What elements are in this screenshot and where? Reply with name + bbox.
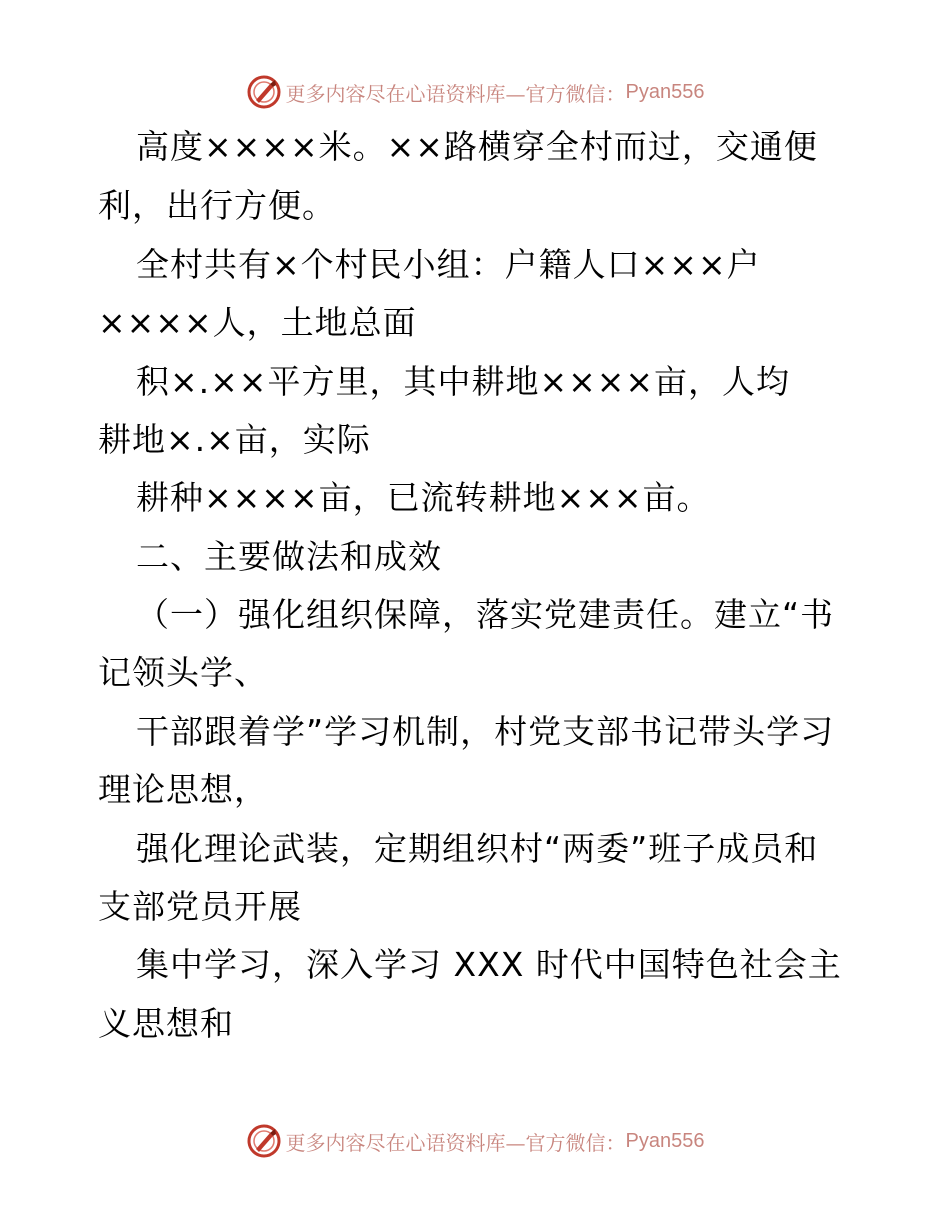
section-heading: 二、主要做法和成效 (136, 537, 442, 576)
watermark-account: Pyan556 (625, 80, 705, 103)
watermark-text: 更多内容尽在心语资料库—官方微信： (285, 81, 626, 106)
footer-watermark (0, 1119, 950, 1163)
body-line: 义思想和 (98, 1004, 234, 1043)
body-line: ××××人，土地总面 (98, 303, 417, 342)
body-line: 耕地×.×亩，实际 (98, 420, 371, 459)
body-line: 强化理论武装，定期组织村“两委”班子成员和 (136, 829, 819, 868)
body-line: 高度××××米。××路横穿全村而过，交通便 (136, 127, 818, 166)
body-line: 支部党员开展 (98, 887, 302, 926)
pen-nib-seal-icon (246, 1123, 282, 1159)
body-line: 干部跟着学”学习机制，村党支部书记带头学习 (136, 712, 835, 751)
body-line: 集中学习，深入学习 XXX 时代中国特色社会主 (136, 945, 842, 984)
body-line: 记领头学、 (98, 653, 268, 692)
body-line: 耕种××××亩，已流转耕地×××亩。 (136, 478, 711, 517)
body-line: （一）强化组织保障，落实党建责任。建立“书 (136, 595, 835, 634)
watermark-account: Pyan556 (625, 1129, 705, 1152)
body-line: 利，出行方便。 (98, 186, 336, 225)
body-line: 理论思想， (98, 770, 268, 809)
watermark-text: 更多内容尽在心语资料库—官方微信： (285, 1130, 626, 1155)
body-line: 积×.××平方里，其中耕地××××亩，人均 (136, 362, 791, 401)
body-line: 全村共有×个村民小组：户籍人口×××户 (136, 245, 761, 284)
